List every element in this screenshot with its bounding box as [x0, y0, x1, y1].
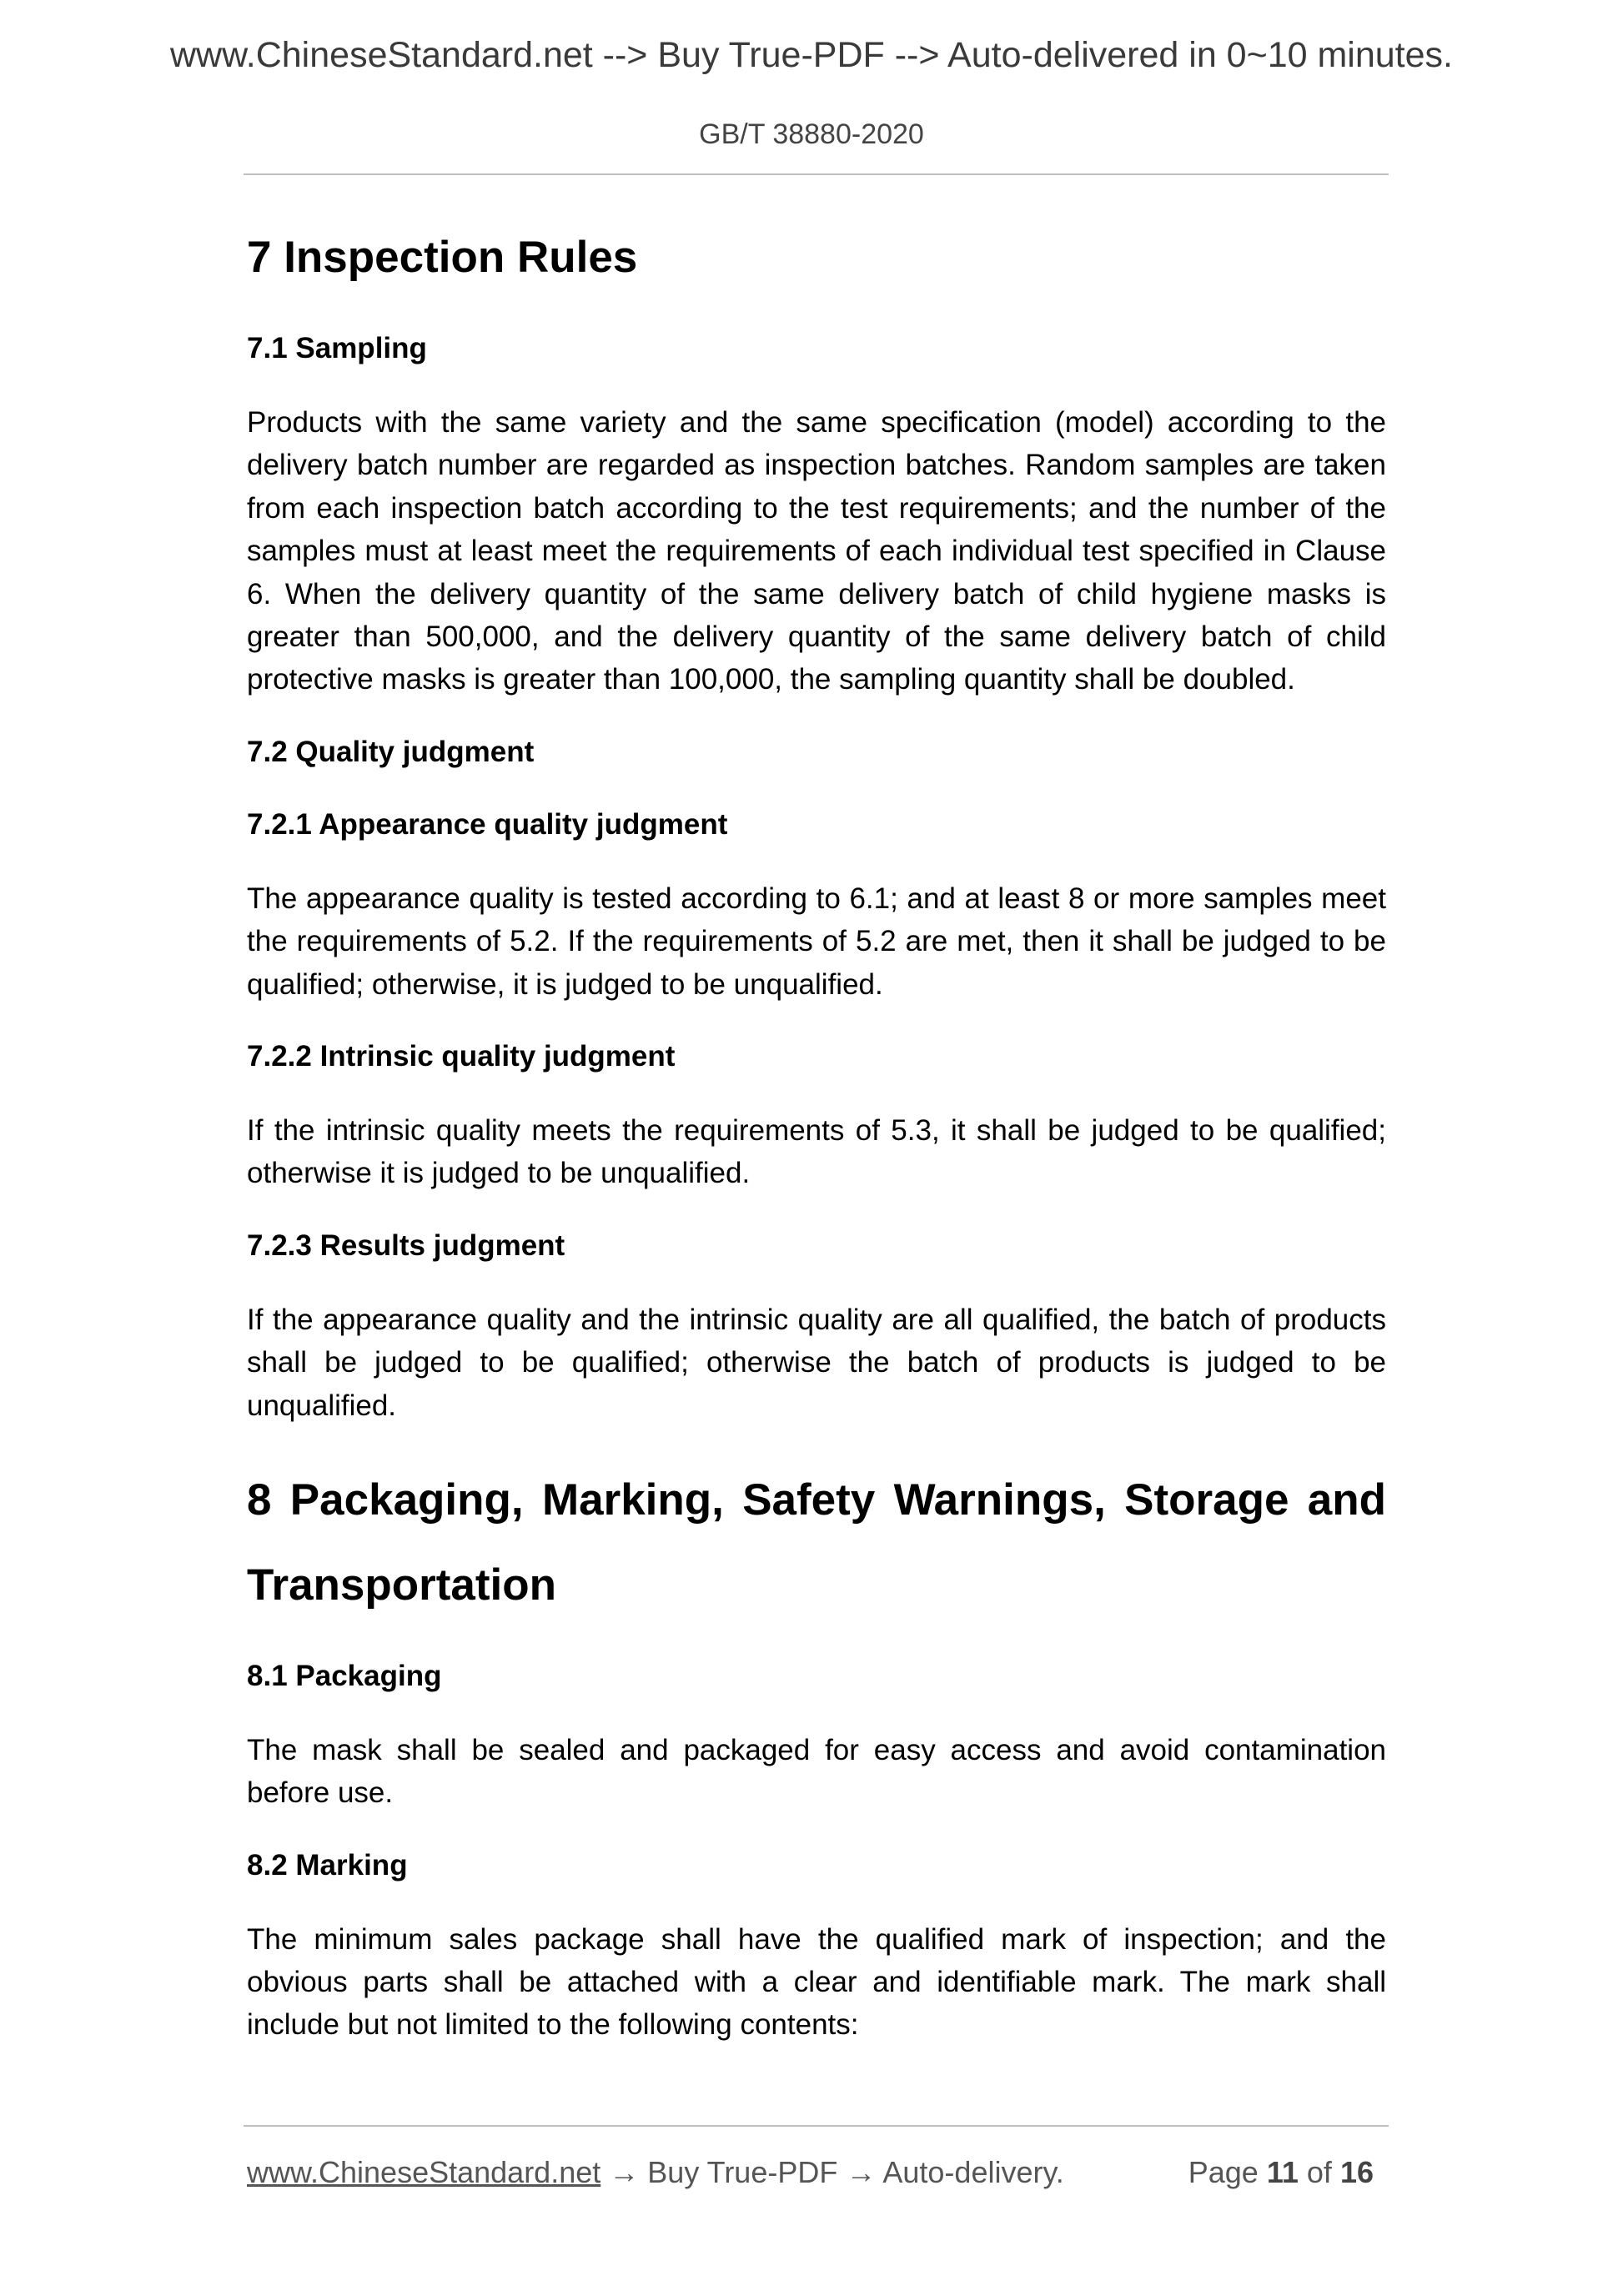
footer-auto-text: Auto-delivery. [882, 2155, 1064, 2189]
section-7-1-heading: 7.1 Sampling [247, 332, 427, 364]
page-body [247, 235, 1386, 2047]
section-7-2-2-paragraph: If the intrinsic quality meets the requirements of 5.3, it shall be judged to be qualified; otherwise it is judged to be unqualified. [247, 1114, 1386, 1190]
section-7-2-3-heading: 7.2.3 Results judgment [247, 1228, 565, 1262]
arrow-right-icon: → [846, 2155, 877, 2189]
section-8-2-paragraph: The minimum sales package shall have the qualified mark of inspection; and the obvious parts shall be attached with a clear and identifiable mark. The mark shall include but not limited to the following contents: [247, 1922, 1386, 2042]
section-7-2-heading: 7.2 Quality judgment [247, 735, 535, 768]
of-label: of [1306, 2155, 1332, 2189]
page-label: Page [1188, 2155, 1259, 2189]
section-8-1-paragraph: The mask shall be sealed and packaged for easy access and avoid contamination before use. [247, 1733, 1386, 1810]
section-8-2-heading: 8.2 Marking [247, 1848, 408, 1882]
page-indicator [1188, 2155, 1374, 2190]
footer-site-link[interactable]: www.ChineseStandard.net [247, 2155, 601, 2189]
page-total: 16 [1339, 2155, 1374, 2189]
page-number: 11 [1266, 2155, 1299, 2189]
section-7-2-1-heading: 7.2.1 Appearance quality judgment [247, 807, 728, 841]
footer-buy-text: Buy True-PDF [647, 2155, 838, 2189]
section-8-heading-line1: 8 Packaging, Marking, Safety Warnings, Storage and [247, 1475, 1386, 1525]
section-8-heading-line2: Transportation [247, 1560, 557, 1610]
section-8-1-heading: 8.1 Packaging [247, 1659, 442, 1692]
section-7-2-1-paragraph: The appearance quality is tested according to 6.1; and at least 8 or more samples meet the requirements of 5.2. If the requirements of 5.2 are met, then it shall be judged to be qualified; otherwise, it is judged to be unqualified. [247, 882, 1386, 1001]
section-7-2-3-paragraph: If the appearance quality and the intrinsic quality are all qualified, the batch of products shall be judged to be qualified; otherwise the batch of products is judged to be unqualified. [247, 1303, 1386, 1422]
section-7-2-2-heading: 7.2.2 Intrinsic quality judgment [247, 1040, 676, 1073]
top-banner: www.ChineseStandard.net --> Buy True-PDF --> Auto-delivered in 0~10 minutes. [169, 35, 1453, 75]
standard-number-header: GB/T 38880-2020 [699, 118, 924, 150]
section-7-heading: 7 Inspection Rules [247, 233, 638, 282]
section-7-1-paragraph: Products with the same variety and the same specification (model) according to the delivery batch number are regarded as inspection batches. Random samples are taken from each inspection batch according to the test requirements; and the number of the samples must at least meet the requirements of each individual test specified in Clause 6. When the delivery quantity of the same delivery batch of child hygiene masks is greater than 500,000, and the delivery quantity of the same delivery batch of child protective masks is greater than 100,000, the sampling quantity shall be doubled. [247, 406, 1386, 696]
page-footer [247, 2155, 1386, 2190]
arrow-right-icon: → [609, 2155, 640, 2189]
header-divider [244, 173, 1389, 175]
footer-divider [244, 2125, 1389, 2127]
